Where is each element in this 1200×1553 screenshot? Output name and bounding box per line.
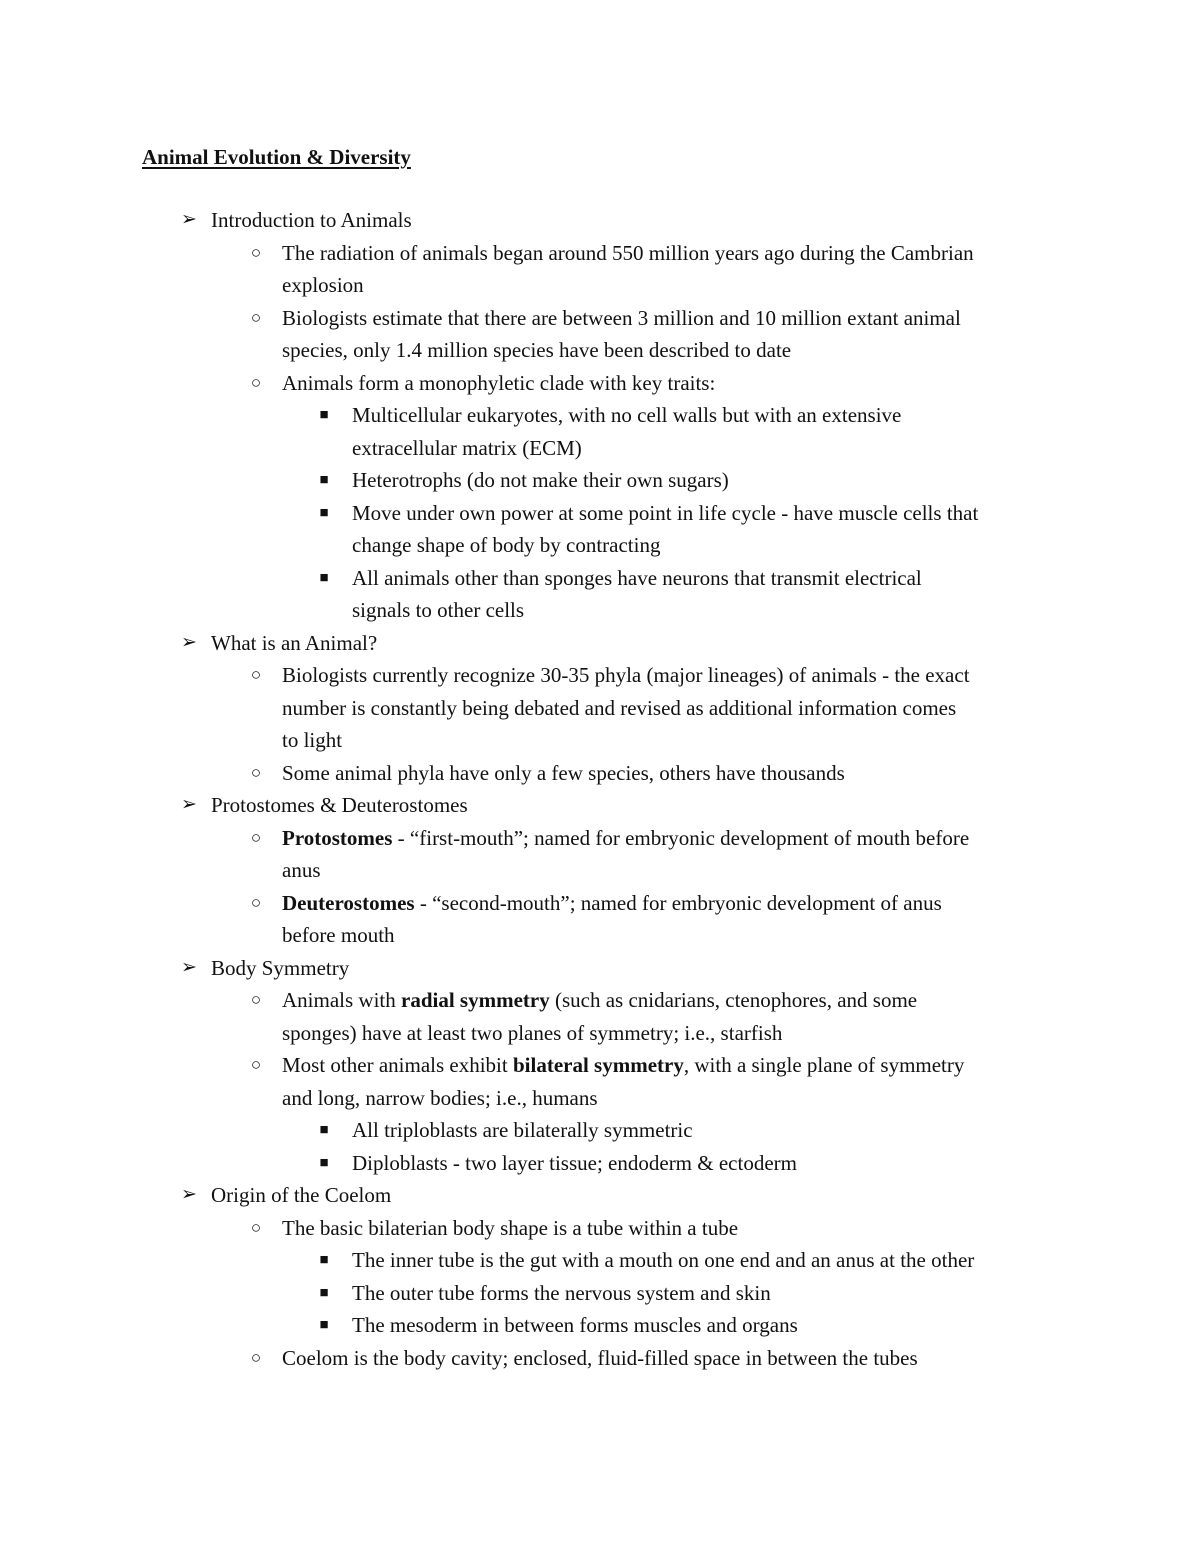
arrow-bullet-icon: ➢ (181, 631, 197, 653)
list-item-text: The radiation of animals began around 550 million years ago during the Cambrian (282, 240, 974, 265)
list-item-text: anus (282, 858, 321, 882)
sub-list-item-text: The mesoderm in between forms muscles and organs (352, 1313, 798, 1337)
section-heading-text: Protostomes & Deuterostomes (211, 793, 468, 817)
term-deuterostomes: Deuterostomes (282, 890, 415, 915)
list-item (0, 1212, 1200, 1245)
list-item-text: sponges) have at least two planes of symmetry; i.e., starfish (282, 1020, 783, 1045)
sub-list-item-continuation (0, 432, 1200, 465)
list-item (0, 1342, 1200, 1375)
list-item-text: before mouth (282, 923, 395, 947)
sub-list-item (0, 562, 1200, 595)
list-item (0, 822, 1200, 855)
list-item (0, 1049, 1200, 1082)
arrow-bullet-icon: ➢ (181, 1184, 197, 1205)
sub-list-item-text: All triploblasts are bilaterally symmetric (352, 1118, 693, 1142)
list-item-continuation (0, 724, 1200, 757)
section-heading (0, 952, 1200, 985)
list-item-continuation (0, 1082, 1200, 1115)
section-heading-text: Introduction to Animals (211, 208, 412, 232)
sub-list-item-continuation (0, 529, 1200, 562)
circle-bullet-icon: ○ (250, 892, 262, 912)
list-item-text: number is constantly being debated and revised as additional information comes (282, 695, 957, 720)
list-item-text (282, 1049, 964, 1082)
document-body (0, 204, 1200, 1374)
list-item (0, 367, 1200, 400)
circle-bullet-icon: ○ (250, 1217, 262, 1237)
square-bullet-icon: ■ (319, 1154, 329, 1171)
section-heading (0, 627, 1200, 660)
sub-list-item (0, 1244, 1200, 1277)
sub-list-item-text: The outer tube forms the nervous system and skin (352, 1280, 771, 1305)
circle-bullet-icon: ○ (250, 1055, 262, 1074)
square-bullet-icon: ■ (319, 504, 329, 521)
sentence-rest: , with a single plane of symmetry (683, 1053, 965, 1077)
sub-list-item-continuation (0, 594, 1200, 627)
square-bullet-icon: ■ (319, 569, 329, 586)
list-item-continuation (0, 1017, 1200, 1050)
list-item-text: Coelom is the body cavity; enclosed, fluid-filled space in between the tubes (282, 1345, 918, 1370)
section-heading (0, 1179, 1200, 1212)
term-radial-symmetry: radial symmetry (401, 988, 550, 1012)
square-bullet-icon: ■ (319, 1252, 329, 1268)
list-item (0, 302, 1200, 335)
circle-bullet-icon: ○ (250, 990, 262, 1009)
term-definition: - “first-mouth”; named for embryonic development of mouth before (392, 825, 970, 850)
sentence-start: Animals with (282, 988, 401, 1012)
list-item-continuation (0, 334, 1200, 367)
document-title: Animal Evolution & Diversity (142, 145, 411, 169)
list-item (0, 659, 1200, 692)
sub-list-item (0, 1277, 1200, 1310)
circle-bullet-icon: ○ (250, 242, 262, 262)
arrow-bullet-icon: ➢ (181, 794, 197, 815)
sentence-start: Most other animals exhibit (282, 1053, 513, 1077)
list-item-text: species, only 1.4 million species have been described to date (282, 338, 792, 362)
sub-list-item-text: All animals other than sponges have neurons that transmit electrical (352, 565, 922, 590)
sub-list-item-text: change shape of body by contracting (352, 533, 661, 557)
list-item-text (282, 887, 942, 920)
sub-list-item (0, 497, 1200, 530)
list-item-text: Animals form a monophyletic clade with key traits: (282, 370, 716, 395)
section-heading-text: What is an Animal? (211, 630, 378, 655)
list-item-continuation (0, 269, 1200, 302)
sub-list-item-text: The inner tube is the gut with a mouth on one end and an anus at the other (352, 1248, 975, 1272)
circle-bullet-icon: ○ (250, 307, 262, 327)
sub-list-item-text: Diploblasts - two layer tissue; endoderm & ectoderm (352, 1150, 797, 1175)
list-item (0, 887, 1200, 920)
circle-bullet-icon: ○ (250, 762, 262, 782)
list-item-text: Some animal phyla have only a few species, others have thousands (282, 760, 845, 785)
list-item-text: to light (282, 728, 343, 752)
arrow-bullet-icon: ➢ (181, 209, 197, 230)
sub-list-item (0, 1114, 1200, 1147)
sentence-rest: (such as cnidarians, ctenophores, and some (549, 988, 918, 1012)
list-item-text: The basic bilaterian body shape is a tube within a tube (282, 1215, 739, 1240)
term-protostomes: Protostomes (282, 825, 393, 850)
list-item-text: Biologists estimate that there are between 3 million and 10 million extant animal (282, 305, 961, 330)
sub-list-item-text: Move under own power at some point in life cycle - have muscle cells that (352, 500, 979, 525)
list-item-text: and long, narrow bodies; i.e., humans (282, 1085, 598, 1110)
square-bullet-icon: ■ (319, 472, 329, 488)
sub-list-item (0, 1309, 1200, 1342)
sub-list-item-text: Heterotrophs (do not make their own sugars) (352, 468, 729, 492)
section-heading (0, 789, 1200, 822)
list-item (0, 757, 1200, 790)
square-bullet-icon: ■ (319, 407, 329, 423)
circle-bullet-icon: ○ (250, 1347, 262, 1367)
list-item (0, 237, 1200, 270)
list-item-text: explosion (282, 273, 364, 297)
list-item (0, 984, 1200, 1017)
circle-bullet-icon: ○ (250, 665, 262, 684)
circle-bullet-icon: ○ (250, 827, 262, 847)
sub-list-item-text: Multicellular eukaryotes, with no cell walls but with an extensive (352, 403, 902, 427)
arrow-bullet-icon: ➢ (181, 956, 197, 978)
list-item-text: Biologists currently recognize 30-35 phyla (major lineages) of animals - the exact (282, 663, 970, 687)
section-heading-text: Origin of the Coelom (211, 1183, 392, 1207)
term-definition: - “second-mouth”; named for embryonic development of anus (414, 890, 942, 915)
sub-list-item (0, 399, 1200, 432)
list-item-continuation (0, 854, 1200, 887)
list-item-text (282, 984, 917, 1017)
circle-bullet-icon: ○ (250, 372, 262, 392)
list-item-continuation (0, 692, 1200, 725)
square-bullet-icon: ■ (319, 1284, 329, 1301)
sub-list-item-text: signals to other cells (352, 598, 525, 622)
square-bullet-icon: ■ (319, 1317, 329, 1333)
list-item-text (282, 822, 969, 855)
sub-list-item (0, 1147, 1200, 1180)
sub-list-item (0, 464, 1200, 497)
list-item-continuation (0, 919, 1200, 952)
term-bilateral-symmetry: bilateral symmetry (512, 1053, 684, 1077)
square-bullet-icon: ■ (319, 1122, 329, 1138)
section-heading (0, 204, 1200, 237)
section-heading-text: Body Symmetry (211, 955, 350, 980)
sub-list-item-text: extracellular matrix (ECM) (352, 435, 582, 460)
